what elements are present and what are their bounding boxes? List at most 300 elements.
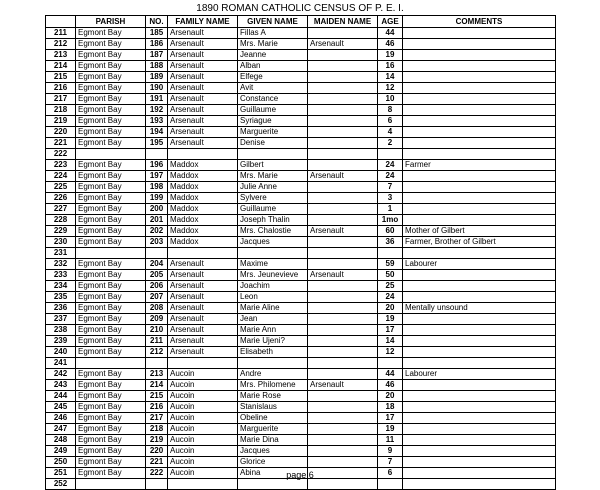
- number-cell: 200: [146, 204, 168, 215]
- row-number-cell: 231: [46, 248, 76, 259]
- family-name-cell: Arsenault: [168, 116, 238, 127]
- row-number-cell: 245: [46, 402, 76, 413]
- age-cell: 6: [378, 468, 403, 479]
- family-name-cell: Aucoin: [168, 380, 238, 391]
- maiden-name-cell: [308, 303, 378, 314]
- comments-cell: [403, 28, 556, 39]
- maiden-name-cell: Arsenault: [308, 226, 378, 237]
- parish-cell: Egmont Bay: [76, 347, 146, 358]
- table-row: [46, 116, 556, 127]
- given-name-cell: Guillaume: [238, 204, 308, 215]
- maiden-name-cell: [308, 347, 378, 358]
- maiden-name-cell: [308, 336, 378, 347]
- given-name-cell: Elfege: [238, 72, 308, 83]
- age-cell: 24: [378, 160, 403, 171]
- age-cell: 14: [378, 72, 403, 83]
- number-cell: 198: [146, 182, 168, 193]
- comments-cell: [403, 380, 556, 391]
- number-cell: 187: [146, 50, 168, 61]
- number-cell: 201: [146, 215, 168, 226]
- age-cell: 24: [378, 171, 403, 182]
- given-name-cell: Marguerite: [238, 424, 308, 435]
- comments-cell: [403, 347, 556, 358]
- comments-cell: [403, 94, 556, 105]
- family-name-cell: Arsenault: [168, 61, 238, 72]
- table-row: [46, 479, 556, 490]
- row-number-cell: 242: [46, 369, 76, 380]
- family-name-cell: Aucoin: [168, 402, 238, 413]
- maiden-name-cell: Arsenault: [308, 39, 378, 50]
- parish-cell: Egmont Bay: [76, 171, 146, 182]
- family-name-cell: [168, 149, 238, 160]
- table-row: [46, 39, 556, 50]
- table-row: [46, 61, 556, 72]
- comments-cell: [403, 435, 556, 446]
- page-number: page 6: [286, 470, 314, 480]
- table-row: [46, 171, 556, 182]
- row-number-cell: 246: [46, 413, 76, 424]
- number-cell: 215: [146, 391, 168, 402]
- number-cell: 213: [146, 369, 168, 380]
- family-name-cell: Arsenault: [168, 50, 238, 61]
- family-name-cell: Arsenault: [168, 127, 238, 138]
- comments-cell: [403, 325, 556, 336]
- comments-cell: [403, 424, 556, 435]
- number-cell: 189: [146, 72, 168, 83]
- row-number-cell: 235: [46, 292, 76, 303]
- row-number-cell: 225: [46, 182, 76, 193]
- parish-cell: Egmont Bay: [76, 314, 146, 325]
- parish-cell: Egmont Bay: [76, 435, 146, 446]
- given-name-cell: Stanislaus: [238, 402, 308, 413]
- number-cell: [146, 149, 168, 160]
- number-cell: 217: [146, 413, 168, 424]
- comments-cell: Labourer: [403, 369, 556, 380]
- parish-cell: Egmont Bay: [76, 204, 146, 215]
- family-name-cell: Arsenault: [168, 281, 238, 292]
- given-name-cell: Sylvere: [238, 193, 308, 204]
- given-name-cell: Glorice: [238, 457, 308, 468]
- number-cell: 203: [146, 237, 168, 248]
- maiden-name-cell: [308, 391, 378, 402]
- number-cell: 207: [146, 292, 168, 303]
- given-name-cell: Marie Ujeni?: [238, 336, 308, 347]
- age-cell: 19: [378, 424, 403, 435]
- header-row: [46, 16, 556, 28]
- comments-cell: [403, 83, 556, 94]
- given-name-cell: Marguerite: [238, 127, 308, 138]
- given-name-cell: Leon: [238, 292, 308, 303]
- family-name-cell: Arsenault: [168, 270, 238, 281]
- family-name-cell: Maddox: [168, 226, 238, 237]
- table-row: [46, 457, 556, 468]
- maiden-name-cell: [308, 424, 378, 435]
- parish-cell: Egmont Bay: [76, 281, 146, 292]
- table-row: [46, 303, 556, 314]
- row-number-cell: 247: [46, 424, 76, 435]
- family-name-cell: [168, 248, 238, 259]
- table-row: [46, 215, 556, 226]
- comments-cell: Farmer, Brother of Gilbert: [403, 237, 556, 248]
- table-row: [46, 336, 556, 347]
- age-cell: 50: [378, 270, 403, 281]
- family-name-cell: Arsenault: [168, 28, 238, 39]
- parish-cell: Egmont Bay: [76, 226, 146, 237]
- number-cell: 202: [146, 226, 168, 237]
- number-cell: 204: [146, 259, 168, 270]
- column-header-given-name: GIVEN NAME: [238, 16, 308, 28]
- row-number-cell: 234: [46, 281, 76, 292]
- maiden-name-cell: [308, 248, 378, 259]
- family-name-cell: Aucoin: [168, 391, 238, 402]
- family-name-cell: Maddox: [168, 215, 238, 226]
- age-cell: 59: [378, 259, 403, 270]
- parish-cell: Egmont Bay: [76, 446, 146, 457]
- column-header-maiden-name: MAIDEN NAME: [308, 16, 378, 28]
- parish-cell: Egmont Bay: [76, 325, 146, 336]
- comments-cell: [403, 314, 556, 325]
- parish-cell: Egmont Bay: [76, 270, 146, 281]
- row-number-cell: 214: [46, 61, 76, 72]
- age-cell: [378, 479, 403, 490]
- age-cell: 20: [378, 391, 403, 402]
- age-cell: 36: [378, 237, 403, 248]
- row-number-cell: 211: [46, 28, 76, 39]
- given-name-cell: Jean: [238, 314, 308, 325]
- row-number-cell: 219: [46, 116, 76, 127]
- family-name-cell: Arsenault: [168, 347, 238, 358]
- comments-cell: [403, 39, 556, 50]
- family-name-cell: Aucoin: [168, 435, 238, 446]
- row-number-cell: 217: [46, 94, 76, 105]
- maiden-name-cell: [308, 160, 378, 171]
- maiden-name-cell: [308, 28, 378, 39]
- row-number-cell: 228: [46, 215, 76, 226]
- row-number-cell: 230: [46, 237, 76, 248]
- age-cell: 6: [378, 116, 403, 127]
- parish-cell: Egmont Bay: [76, 127, 146, 138]
- comments-cell: [403, 457, 556, 468]
- parish-cell: [76, 358, 146, 369]
- family-name-cell: Aucoin: [168, 413, 238, 424]
- row-number-cell: 252: [46, 479, 76, 490]
- parish-cell: Egmont Bay: [76, 259, 146, 270]
- given-name-cell: Obeline: [238, 413, 308, 424]
- given-name-cell: Abina: [238, 468, 308, 479]
- parish-cell: Egmont Bay: [76, 160, 146, 171]
- number-cell: 192: [146, 105, 168, 116]
- family-name-cell: Maddox: [168, 193, 238, 204]
- row-number-cell: 240: [46, 347, 76, 358]
- given-name-cell: Elisabeth: [238, 347, 308, 358]
- census-table: [45, 15, 556, 490]
- row-number-cell: 215: [46, 72, 76, 83]
- maiden-name-cell: [308, 204, 378, 215]
- parish-cell: Egmont Bay: [76, 380, 146, 391]
- family-name-cell: Arsenault: [168, 105, 238, 116]
- row-number-cell: 243: [46, 380, 76, 391]
- row-number-cell: 223: [46, 160, 76, 171]
- given-name-cell: Guillaume: [238, 105, 308, 116]
- census-body: [46, 28, 556, 490]
- parish-cell: [76, 479, 146, 490]
- number-cell: 194: [146, 127, 168, 138]
- age-cell: 16: [378, 61, 403, 72]
- comments-cell: [403, 358, 556, 369]
- row-number-cell: 250: [46, 457, 76, 468]
- given-name-cell: Andre: [238, 369, 308, 380]
- given-name-cell: Mrs. Marie: [238, 171, 308, 182]
- table-row: [46, 446, 556, 457]
- table-row: [46, 424, 556, 435]
- age-cell: 2: [378, 138, 403, 149]
- row-number-cell: 249: [46, 446, 76, 457]
- comments-cell: [403, 292, 556, 303]
- number-cell: 191: [146, 94, 168, 105]
- maiden-name-cell: [308, 116, 378, 127]
- table-row: [46, 138, 556, 149]
- family-name-cell: Maddox: [168, 182, 238, 193]
- maiden-name-cell: [308, 105, 378, 116]
- row-number-cell: 237: [46, 314, 76, 325]
- maiden-name-cell: [308, 292, 378, 303]
- family-name-cell: Maddox: [168, 171, 238, 182]
- table-row: [46, 127, 556, 138]
- maiden-name-cell: [308, 281, 378, 292]
- parish-cell: Egmont Bay: [76, 336, 146, 347]
- age-cell: 4: [378, 127, 403, 138]
- comments-cell: Labourer: [403, 259, 556, 270]
- comments-cell: [403, 182, 556, 193]
- table-row: [46, 226, 556, 237]
- table-row: [46, 248, 556, 259]
- family-name-cell: Aucoin: [168, 457, 238, 468]
- maiden-name-cell: Arsenault: [308, 380, 378, 391]
- column-header-no: NO.: [146, 16, 168, 28]
- row-number-cell: 248: [46, 435, 76, 446]
- age-cell: 12: [378, 83, 403, 94]
- table-row: [46, 380, 556, 391]
- comments-cell: Mother of Gilbert: [403, 226, 556, 237]
- age-cell: 46: [378, 39, 403, 50]
- column-header-comments: COMMENTS: [403, 16, 556, 28]
- maiden-name-cell: [308, 479, 378, 490]
- table-row: [46, 358, 556, 369]
- comments-cell: [403, 105, 556, 116]
- given-name-cell: Julie Anne: [238, 182, 308, 193]
- number-cell: 188: [146, 61, 168, 72]
- row-number-cell: 244: [46, 391, 76, 402]
- parish-cell: Egmont Bay: [76, 424, 146, 435]
- number-cell: 218: [146, 424, 168, 435]
- row-number-cell: 227: [46, 204, 76, 215]
- maiden-name-cell: [308, 83, 378, 94]
- comments-cell: [403, 193, 556, 204]
- age-cell: 12: [378, 347, 403, 358]
- row-number-cell: 220: [46, 127, 76, 138]
- row-number-cell: 216: [46, 83, 76, 94]
- given-name-cell: Fillas A: [238, 28, 308, 39]
- age-cell: 17: [378, 325, 403, 336]
- comments-cell: [403, 204, 556, 215]
- table-row: [46, 237, 556, 248]
- age-cell: 24: [378, 292, 403, 303]
- comments-cell: [403, 149, 556, 160]
- maiden-name-cell: [308, 457, 378, 468]
- number-cell: 214: [146, 380, 168, 391]
- number-cell: 206: [146, 281, 168, 292]
- table-row: [46, 182, 556, 193]
- age-cell: 14: [378, 336, 403, 347]
- comments-cell: [403, 248, 556, 259]
- parish-cell: Egmont Bay: [76, 413, 146, 424]
- parish-cell: Egmont Bay: [76, 39, 146, 50]
- family-name-cell: Maddox: [168, 204, 238, 215]
- parish-cell: Egmont Bay: [76, 468, 146, 479]
- number-cell: 211: [146, 336, 168, 347]
- parish-cell: Egmont Bay: [76, 116, 146, 127]
- maiden-name-cell: [308, 435, 378, 446]
- table-row: [46, 391, 556, 402]
- given-name-cell: Mrs. Philomene: [238, 380, 308, 391]
- age-cell: 19: [378, 50, 403, 61]
- maiden-name-cell: [308, 50, 378, 61]
- parish-cell: Egmont Bay: [76, 105, 146, 116]
- given-name-cell: [238, 358, 308, 369]
- maiden-name-cell: [308, 193, 378, 204]
- parish-cell: Egmont Bay: [76, 94, 146, 105]
- given-name-cell: Mrs. Chalostie: [238, 226, 308, 237]
- row-number-cell: 213: [46, 50, 76, 61]
- table-row: [46, 292, 556, 303]
- number-cell: [146, 358, 168, 369]
- age-cell: 17: [378, 413, 403, 424]
- table-row: [46, 369, 556, 380]
- table-row: [46, 325, 556, 336]
- given-name-cell: Denise: [238, 138, 308, 149]
- table-row: [46, 149, 556, 160]
- comments-cell: [403, 479, 556, 490]
- comments-cell: [403, 446, 556, 457]
- number-cell: 186: [146, 39, 168, 50]
- given-name-cell: Avit: [238, 83, 308, 94]
- maiden-name-cell: [308, 215, 378, 226]
- table-row: [46, 402, 556, 413]
- number-cell: 196: [146, 160, 168, 171]
- number-cell: 193: [146, 116, 168, 127]
- parish-cell: [76, 149, 146, 160]
- maiden-name-cell: [308, 446, 378, 457]
- maiden-name-cell: [308, 149, 378, 160]
- age-cell: 20: [378, 303, 403, 314]
- table-row: [46, 160, 556, 171]
- age-cell: [378, 358, 403, 369]
- age-cell: 1mo: [378, 215, 403, 226]
- maiden-name-cell: [308, 237, 378, 248]
- age-cell: 7: [378, 457, 403, 468]
- comments-cell: [403, 171, 556, 182]
- maiden-name-cell: [308, 402, 378, 413]
- family-name-cell: Maddox: [168, 160, 238, 171]
- age-cell: [378, 149, 403, 160]
- comments-cell: [403, 50, 556, 61]
- age-cell: 60: [378, 226, 403, 237]
- comments-cell: [403, 116, 556, 127]
- number-cell: 222: [146, 468, 168, 479]
- number-cell: 221: [146, 457, 168, 468]
- parish-cell: Egmont Bay: [76, 28, 146, 39]
- family-name-cell: Arsenault: [168, 325, 238, 336]
- maiden-name-cell: [308, 325, 378, 336]
- maiden-name-cell: [308, 369, 378, 380]
- family-name-cell: Arsenault: [168, 259, 238, 270]
- column-header-row-number: [46, 16, 76, 28]
- maiden-name-cell: [308, 61, 378, 72]
- family-name-cell: Aucoin: [168, 369, 238, 380]
- given-name-cell: Marie Aline: [238, 303, 308, 314]
- family-name-cell: [168, 358, 238, 369]
- table-row: [46, 259, 556, 270]
- given-name-cell: Mrs. Jeunevieve: [238, 270, 308, 281]
- table-row: [46, 50, 556, 61]
- age-cell: 25: [378, 281, 403, 292]
- row-number-cell: 229: [46, 226, 76, 237]
- number-cell: 190: [146, 83, 168, 94]
- family-name-cell: Arsenault: [168, 314, 238, 325]
- given-name-cell: [238, 248, 308, 259]
- family-name-cell: Aucoin: [168, 468, 238, 479]
- row-number-cell: 238: [46, 325, 76, 336]
- table-row: [46, 314, 556, 325]
- comments-cell: Farmer: [403, 160, 556, 171]
- family-name-cell: [168, 479, 238, 490]
- age-cell: 18: [378, 402, 403, 413]
- row-number-cell: 239: [46, 336, 76, 347]
- parish-cell: Egmont Bay: [76, 215, 146, 226]
- family-name-cell: Aucoin: [168, 424, 238, 435]
- number-cell: 208: [146, 303, 168, 314]
- age-cell: 1: [378, 204, 403, 215]
- comments-cell: [403, 413, 556, 424]
- given-name-cell: Jacques: [238, 446, 308, 457]
- parish-cell: Egmont Bay: [76, 369, 146, 380]
- number-cell: 199: [146, 193, 168, 204]
- maiden-name-cell: [308, 138, 378, 149]
- number-cell: [146, 479, 168, 490]
- family-name-cell: Arsenault: [168, 83, 238, 94]
- table-row: [46, 347, 556, 358]
- number-cell: 216: [146, 402, 168, 413]
- family-name-cell: Arsenault: [168, 292, 238, 303]
- given-name-cell: Syriague: [238, 116, 308, 127]
- given-name-cell: Marie Ann: [238, 325, 308, 336]
- number-cell: 185: [146, 28, 168, 39]
- family-name-cell: Arsenault: [168, 336, 238, 347]
- row-number-cell: 232: [46, 259, 76, 270]
- parish-cell: Egmont Bay: [76, 391, 146, 402]
- given-name-cell: [238, 149, 308, 160]
- family-name-cell: Arsenault: [168, 72, 238, 83]
- family-name-cell: Aucoin: [168, 446, 238, 457]
- age-cell: 11: [378, 435, 403, 446]
- comments-cell: Mentally unsound: [403, 303, 556, 314]
- comments-cell: [403, 270, 556, 281]
- number-cell: 220: [146, 446, 168, 457]
- row-number-cell: 233: [46, 270, 76, 281]
- maiden-name-cell: [308, 94, 378, 105]
- age-cell: 9: [378, 446, 403, 457]
- parish-cell: Egmont Bay: [76, 237, 146, 248]
